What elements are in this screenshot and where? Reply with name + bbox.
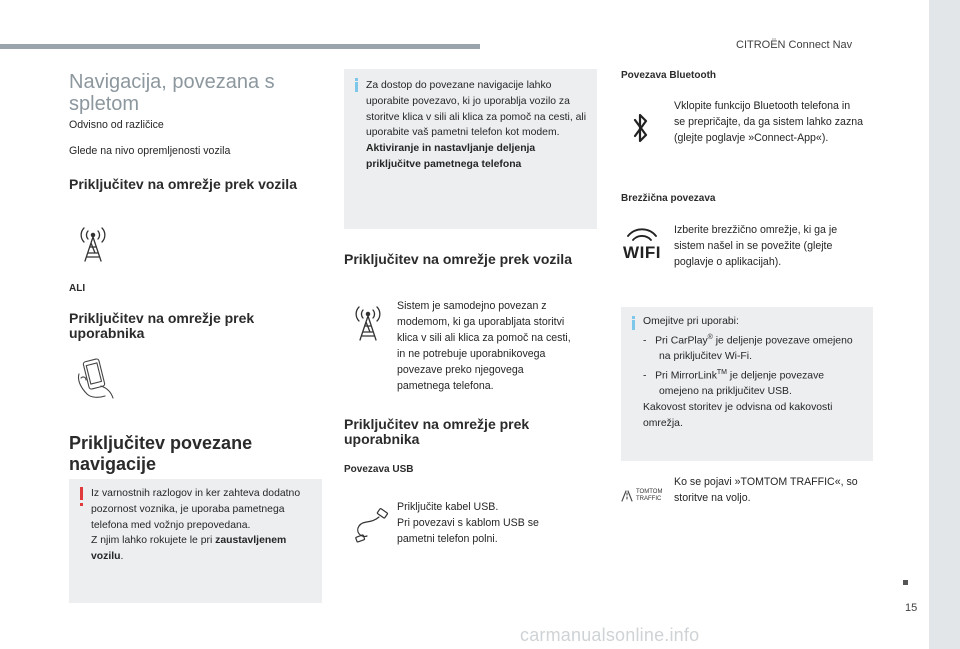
top-rule [0,44,480,49]
antenna-icon [351,304,385,342]
intro-variant: Odvisno od različice [69,119,164,131]
smartphone-hand-icon [73,356,119,402]
info-icon [355,82,358,92]
info-sharing-emphasis: Aktiviranje in nastavljanje deljenja priključitve pametnega telefona [366,143,536,170]
warning-panel: Iz varnostnih razlogov in ker zahteva dodatno pozornost voznika, je uporaba pametnega telefona med vožnjo prepovedana. Z njim lahko rokujete le pri zaustavljenem vozilu. [69,479,322,603]
section-end-mark [903,580,908,585]
warning-text: Iz varnostnih razlogov in ker zahteva dodatno pozornost voznika, je uporaba pametnega telefona med vožnjo prepovedana. [91,488,301,531]
tomtom-traffic-icon: TOMTOM TRAFFIC [620,487,668,505]
info-icon [632,320,635,330]
info-sharing-text: Za dostop do povezane navigacije lahko uporabite povezavo, ki jo uporablja vozilo za storitve klica v sili ali klica za pomoč na cesti, ali uporabite vaš pametni telefon kot modem. [366,80,587,139]
limitations-item-mirrorlink: - Pri MirrorLink™ je deljenje povezave omejeno na priključitev USB. [643,368,825,398]
warning-icon [80,487,83,500]
label-bluetooth: Povezava Bluetooth [621,70,717,81]
warning-emphasis: zaustavljenem vozilu [91,535,287,563]
heading-connected-navigation: Priključitev povezane navigacije [69,433,253,474]
heading-vehicle-network-2: Priključitev na omrežje prek vozila [344,251,572,267]
info-panel-limitations [621,307,873,461]
limitations-title: Omejitve pri uporabi: [643,316,739,327]
usb-text-charging: Pri povezavi s kablom USB se pametni telefon polni. [397,517,539,545]
vehicle-network-text: Sistem je samodejno povezan z modemom, ki ga uporabljata storitvi klica v sili ali klica za pomoč na cesti, in ne potrebuje uporabnikovega povezave preko njegovega pametnega telefona. [397,300,571,392]
bluetooth-text: Vklopite funkcijo Bluetooth telefona in se prepričajte, da ga sistem lahko zazna (glejte poglavje »Connect-App«). [674,100,864,144]
tomtom-text: Ko se pojavi »TOMTOM TRAFFIC«, so storitve na voljo. [674,476,858,504]
antenna-icon [76,225,110,263]
heading-user-network-2: Priključitev na omrežje prek uporabnika [344,416,530,447]
intro-equipment: Glede na nivo opremljenosti vozila [69,145,231,157]
page-title: Navigacija, povezana s spletom [69,71,275,115]
watermark: carmanualsonline.info [520,625,700,645]
header-brand: CITROËN Connect Nav [736,39,853,51]
usb-cable-icon [351,506,391,546]
page-number: 15 [905,602,918,614]
right-margin-strip [929,0,960,649]
info-panel-sharing [344,69,597,229]
wifi-icon: WIFI [620,226,664,270]
heading-vehicle-network: Priključitev na omrežje prek vozila [69,176,297,192]
label-usb: Povezava USB [344,464,414,475]
heading-user-network: Priključitev na omrežje prek uporabnika [69,310,255,341]
bluetooth-icon [633,111,649,145]
limitations-item-carplay: - Pri CarPlay® je deljenje povezave omejeno na priključitev Wi-Fi. [643,333,853,363]
label-or: ALI [69,283,86,294]
limitations-footer: Kakovost storitev je odvisna od kakovosti omrežja. [643,401,833,429]
usb-text-connect: Priključite kabel USB. [397,501,499,513]
label-wireless: Brezžična povezava [621,193,716,204]
wireless-text: Izberite brezžično omrežje, ki ga je sistem našel in se povežite (glejte poglavje o aplikacijah). [674,224,838,268]
